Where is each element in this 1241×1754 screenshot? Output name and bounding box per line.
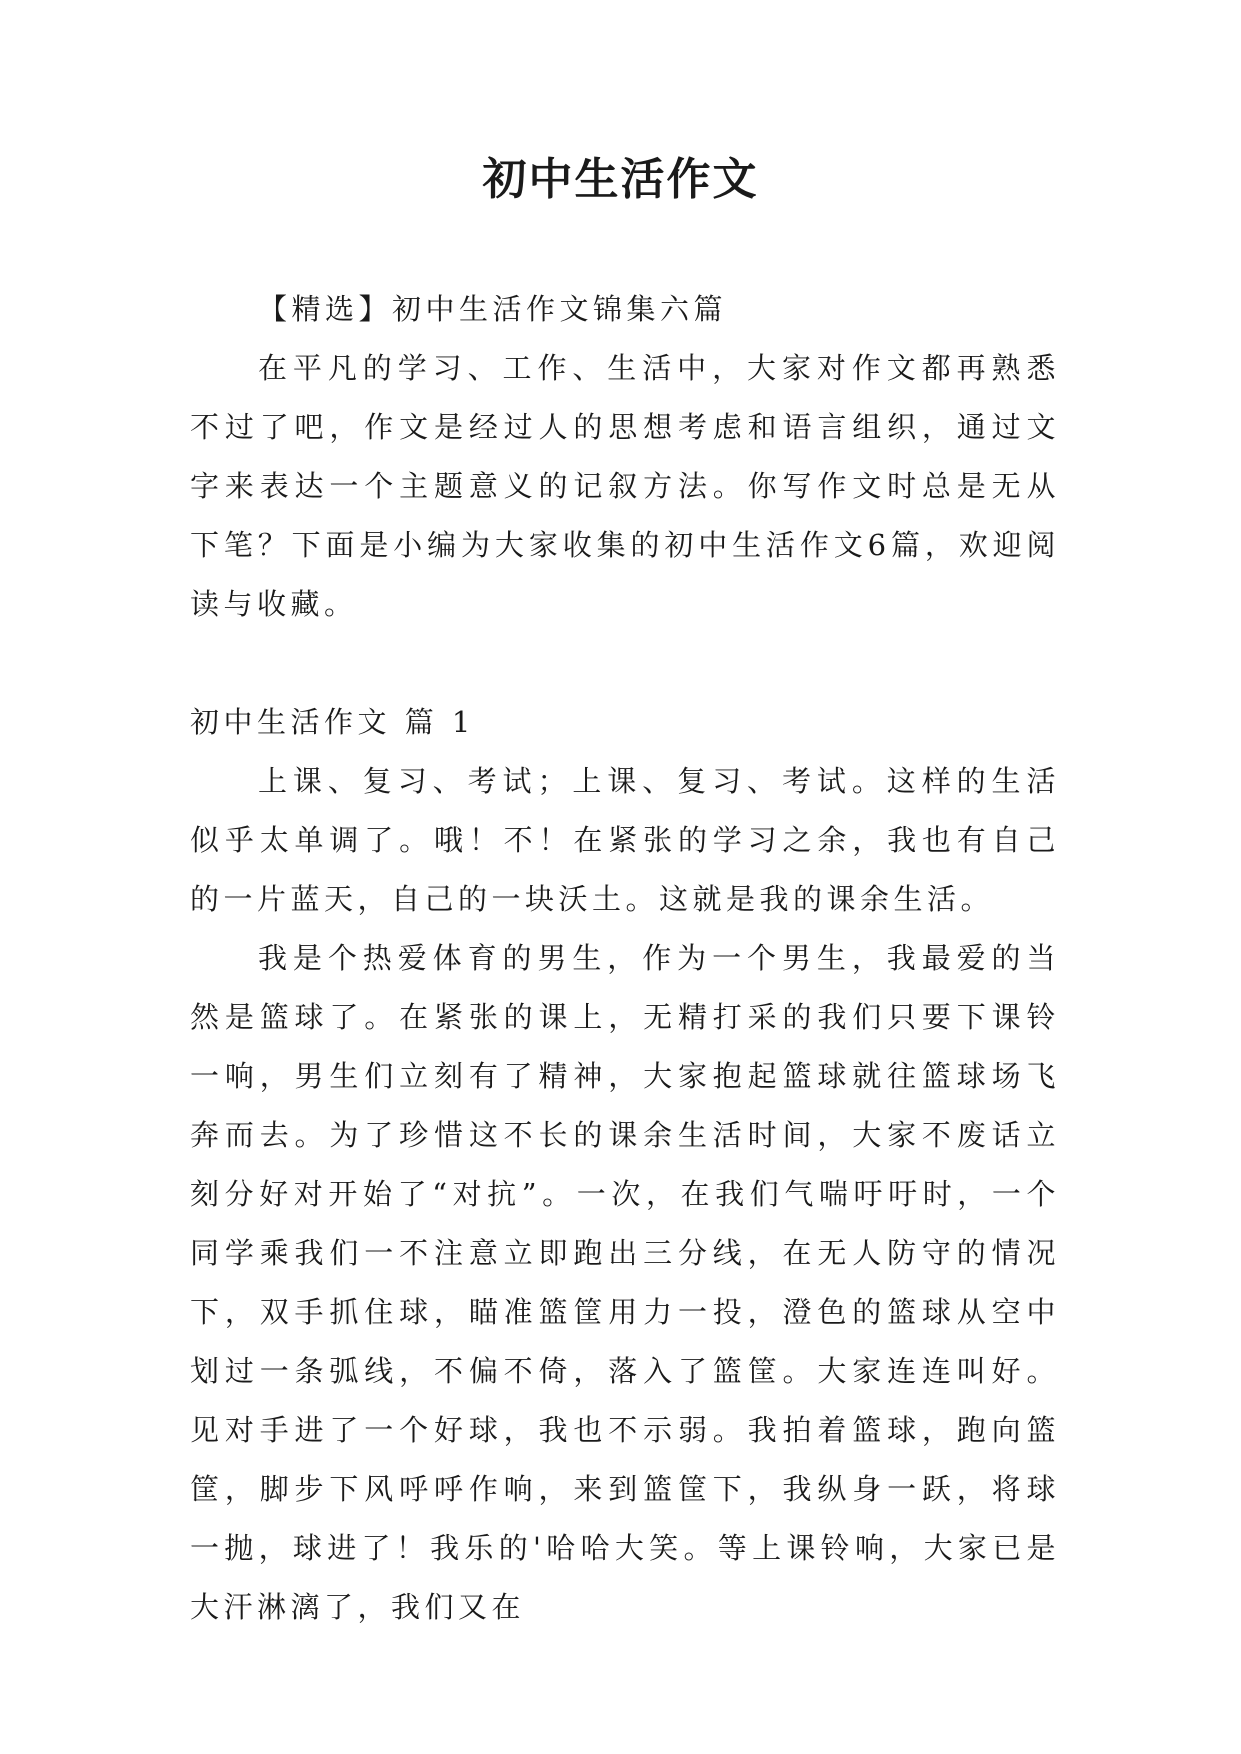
body-paragraph: 我是个热爱体育的男生，作为一个男生，我最爱的当然是篮球了。在紧张的课上，无精打采的我们只要下课铃一响，男生们立刻有了精神，大家抱起篮球就往篮球场飞奔而去。为了珍惜这不长的课余生活时间，大家不废话立刻分好对开始了“对抗”。一次，在我们气喘吁吁时，一个同学乘我们一不注意立即跑出三分线，在无人防守的情况下，双手抓住球，瞄准篮筐用力一投，澄色的篮球从空中划过一条弧线，不偏不倚，落入了篮筐。大家连连叫好。见对手进了一个好球，我也不示弱。我拍着篮球，跑向篮筐，脚步下风呼呼作响，来到篮筐下，我纵身一跃，将球一抛，球进了！我乐的'哈哈大笑。等上课铃响，大家已是大汗淋漓了，我们又在 bbox=[190, 941, 1060, 1624]
body-paragraph: 上课、复习、考试；上课、复习、考试。这样的生活似乎太单调了。哦！不！在紧张的学习之余，我也有自己的一片蓝天，自己的一块沃土。这就是我的课余生活。 bbox=[190, 764, 1060, 916]
document-body bbox=[190, 280, 1060, 1637]
section-heading: 初中生活作文 篇 1 bbox=[190, 705, 475, 739]
document-subtitle: 【精选】初中生活作文锦集六篇 bbox=[258, 292, 728, 326]
section-spacer bbox=[190, 634, 1060, 693]
document-title: 初中生活作文 bbox=[482, 154, 759, 205]
intro-paragraph: 在平凡的学习、工作、生活中，大家对作文都再熟悉不过了吧，作文是经过人的思想考虑和语言组织，通过文字来表达一个主题意义的记叙方法。你写作文时总是无从下笔？下面是小编为大家收集的初中生活作文6篇，欢迎阅读与收藏。 bbox=[190, 351, 1060, 621]
